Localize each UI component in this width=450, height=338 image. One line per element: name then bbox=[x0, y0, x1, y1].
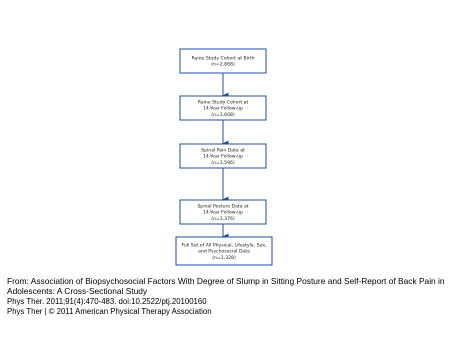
flow-box-text: (n=2,868) bbox=[211, 62, 235, 68]
caption-copyright: Phys Ther | © 2011 American Physical Therapy Association bbox=[7, 306, 212, 316]
flow-box-5 bbox=[176, 237, 272, 265]
figure-caption bbox=[7, 276, 447, 317]
flow-box-text: Raine Study Cohort at bbox=[197, 100, 249, 106]
flow-box-text: (n=1,376) bbox=[211, 216, 235, 222]
flow-box-text: 14-Year Follow-up bbox=[202, 154, 244, 160]
flow-box-text: Full Set of All Physical, Lifestyle, Sex, bbox=[181, 243, 267, 249]
caption-source: From: Association of Biopsychosocial Factors With Degree of Slump in Sitting Posture and Self-Report of Back Pain in Adolescents: A Cross-Sectional Study bbox=[7, 276, 445, 297]
flow-box-text: (n=1,608) bbox=[211, 112, 235, 118]
flow-box-4 bbox=[180, 200, 266, 224]
flow-box-text: (n=1,596) bbox=[211, 160, 235, 166]
flow-box-text: 14-Year Follow-up bbox=[202, 210, 244, 216]
flow-box-text: (n=1,328) bbox=[212, 255, 236, 261]
flow-box-text: Spinal Posture Data at bbox=[197, 204, 249, 210]
flow-box-text: and Psychosocial Data bbox=[198, 249, 250, 255]
flow-box-text: Spinal Pain Data at bbox=[201, 148, 245, 154]
flow-box-text: Raine Study Cohort at Birth bbox=[191, 56, 255, 62]
flow-box-text: 14-Year Follow-up bbox=[202, 106, 244, 112]
flow-box-3 bbox=[180, 144, 266, 168]
caption-citation: Phys Ther. 2011;91(4):470-483. doi:10.2522/ptj.20100160 bbox=[7, 296, 207, 306]
flow-box-2 bbox=[180, 96, 266, 120]
flow-box-1 bbox=[180, 49, 266, 73]
